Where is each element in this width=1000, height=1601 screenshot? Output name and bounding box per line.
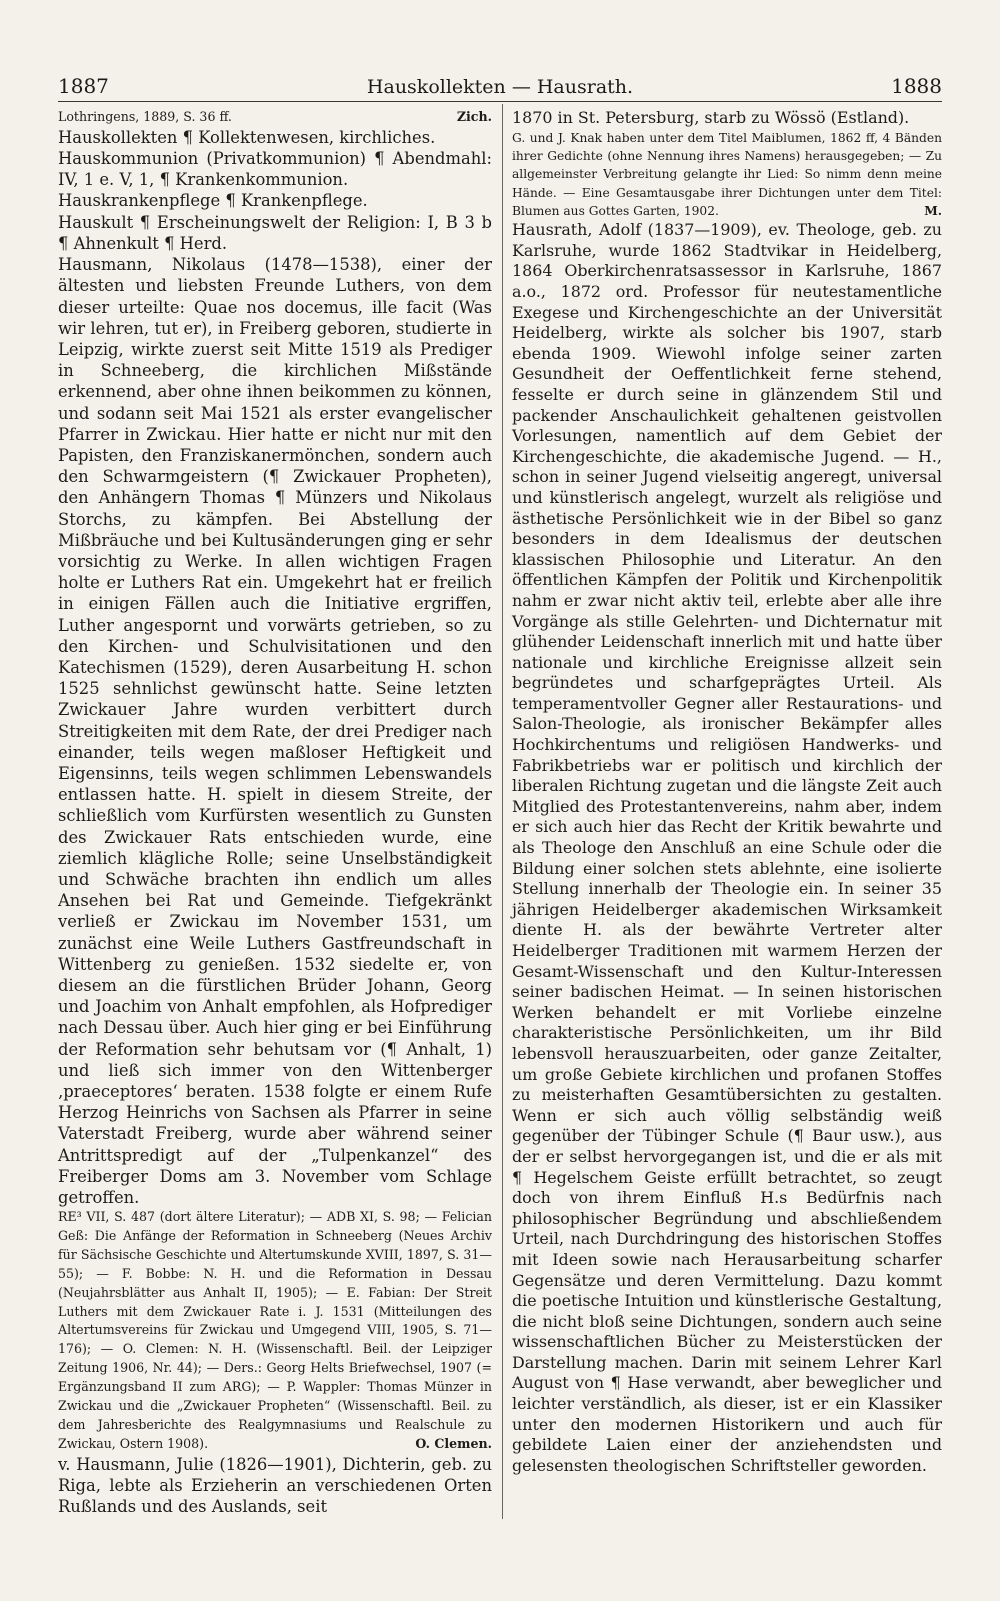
right-column	[512, 108, 942, 1476]
paragraph-text: RE³ VII, S. 487 (dort ältere Literatur); — ADB XI, S. 98; — Felician Geß: Die Anfänge der Reformation in Schneeberg (Neues Archiv für Sächsische Geschichte und Altertumskunde XVIII, 1897, S. 31—55); — F. Bobbe: N. H. und die Reformation in Dessau (Neujahrsblätter aus Anhalt II, 1905); — E. Fabian: Der Streit Luthers mit dem Zwickauer Rate i. J. 1531 (Mitteilungen des Altertumsvereins für Zwickau und Umgegend VIII, 1905, S. 71—176); — O. Clemen: N. H. (Wissenschaftl. Beil. der Leipziger Zeitung 1906, Nr. 44); — Ders.: Georg Helts Briefwechsel, 1907 (= Ergänzungsband II zum ARG); — P. Wappler: Thomas Münzer in Zwickau und die „Zwickauer Propheten“ (Wissenschaftl. Beil. zu dem Jahresberichte des Realgymnasiums und Realschule zu Zwickau, Ostern 1908).	[58, 1209, 492, 1451]
article-paragraph	[512, 108, 942, 129]
paragraph-text: Hausrath, Adolf (1837—1909), ev. Theologe, geb. zu Karlsruhe, wurde 1862 Stadtvikar in Heidelberg, 1864 Oberkirchenratsassessor in Karlsruhe, 1867 a.o., 1872 ord. Professor für neutestamentliche Exegese und Kirchengeschichte an der Universität Heidelberg, wirkte als solcher bis 1907, starb ebenda 1909. Wiewohl infolge seiner zarten Gesundheit der Oeffentlichkeit ferne stehend, fesselte er durch seine in glänzendem Stil und packender Anschaulichkeit gehaltenen geistvollen Vorlesungen, namentlich auf dem Gebiet der Kirchengeschichte, die akademische Jugend. — H., schon in seiner Jugend vielseitig angeregt, universal und künstlerisch angelegt, wurzelt als religiöse und ästhetische Persönlichkeit wie in der Bibel so ganz besonders in dem Idealismus der deutschen klassischen Philosophie und Literatur. An den öffentlichen Kämpfen der Politik und Kirchenpolitik nahm er zwar nicht aktiv teil, erlebte aber alle ihre Vorgänge als stille Gelehrten- und Dichternatur mit glühender Leidenschaft innerlich mit und hatte über nationale und kirchliche Ereignisse allzeit sein begründetes und scharfgeprägtes Urteil. Als temperamentvoller Gegner aller Restaurations- und Salon-Theologie, als ironischer Bekämpfer alles Hochkirchentums und religiösen Handwerks- und Fabrikbetriebs war er politisch und kirchlich der liberalen Richtung zugetan und die längste Zeit auch Mitglied des Protestantenvereins, nahm aber, indem er sich auch hier das Recht der Kritik bewahrte und als Theologe den Anschluß an eine Schule oder die Bildung einer solchen stets ablehnte, eine isolierte Stellung innerhalb der Theologie ein. In seiner 35 jährigen Heidelberger akademischen Wirksamkeit diente H. als der bewährte Vertreter alter Heidelberger Traditionen mit warmem Herzen der Gesamt-Wissenschaft und den Kultur-Interessen seiner badischen Heimat. — In seinen historischen Werken behandelt er mit Vorliebe einzelne charakteristische Persönlichkeiten, um ihr Bild lebensvoll herauszuarbeiten, oder ganze Zeitalter, um große Gebiete kirchlichen und profanen Stoffes zu meisterhaften Gesamtübersichten zu gestalten. Wenn er sich auch völlig selbständig weiß gegenüber der Tübinger Schule (¶ Baur usw.), aus der er selbst hervorgegangen ist, und die er als mit ¶ Hegelschem Geiste erfüllt betrachtet, so zeugt doch von ihrem Einfluß H.s Bedürfnis nach philosophischer Begründung und abschließendem Urteil, nach Durchdringung des historischen Stoffes mit Ideen sowie nach Herausarbeitung scharfer Gegensätze und deren Vermittelung. Dazu kommt die poetische Intuition und künstlerische Gestaltung, die nicht bloß seine Dichtungen, sondern auch seine wissenschaftlichen Bücher zu Meisterstücken der Darstellung machen. Darin mit seinem Lehrer Karl August von ¶ Hase verwandt, aber beweglicher und leichter verständlich, als dieser, ist er ein Klassiker unter den modernen Historikern und auch für gebildete Laien einer der anziehendsten und gelesensten theologischen Schriftsteller geworden.	[512, 220, 942, 1475]
article-paragraph	[58, 190, 492, 211]
article-paragraph	[58, 127, 492, 148]
running-header	[58, 58, 942, 98]
paragraph-text: Hauskrankenpflege ¶ Krankenpflege.	[58, 191, 368, 211]
author-signature: M.	[924, 203, 942, 218]
paragraph-text: Hauskollekten ¶ Kollektenwesen, kirchliches.	[58, 127, 436, 147]
paragraph-text: Lothringens, 1889, S. 36 ff.	[58, 109, 232, 124]
paragraph-text: Hauskult ¶ Erscheinungswelt der Religion: I, B 3 b ¶ Ahnenkult ¶ Herd.	[58, 212, 492, 253]
article-paragraph	[58, 1454, 492, 1518]
left-column	[58, 108, 492, 1517]
page-number-right: 1888	[891, 74, 942, 98]
article-paragraph	[58, 212, 492, 254]
author-signature: O. Clemen.	[415, 1435, 492, 1451]
article-paragraph	[512, 220, 942, 1476]
article-paragraph	[58, 254, 492, 1208]
paragraph-text: Hausmann, Nikolaus (1478—1538), einer der ältesten und liebsten Freunde Luthers, von dem dieser urteilte: Quae nos docemus, ille facit (Was wir lehren, tut er), in Freiberg geboren, studierte in Leipzig, wirkte zuerst seit Mitte 1519 als Prediger in Schneeberg, die kirchlichen Mißstände erkennend, aber ohne ihnen beikommen zu können, und sodann seit Mai 1521 als erster evangelischer Pfarrer in Zwickau. Hier hatte er nicht nur mit den Papisten, den Franziskanermönchen, sondern auch den Schwarmgeistern (¶ Zwickauer Propheten), den Anhängern Thomas ¶ Münzers und Nikolaus Storchs, zu kämpfen. Bei Abstellung der Mißbräuche und bei Kultusänderungen ging er sehr vorsichtig zu Werke. In allen wichtigen Fragen holte er Luthers Rat ein. Umgekehrt hat er freilich in einigen Fällen auch die Initiative ergriffen, Luther angespornt und vorwärts getrieben, so zu den Kirchen- und Schulvisitationen und den Katechismen (1529), deren Ausarbeitung H. schon 1525 sehnlichst gewünscht hatte. Seine letzten Zwickauer Jahre wurden verbittert durch Streitigkeiten mit dem Rate, der drei Prediger nach einander, teils wegen maßloser Heftigkeit und Eigensinns, teils wegen schlimmen Lebenswandels entlassen hatte. H. spielt in diesem Streite, der schließlich vom Kurfürsten wesentlich zu Gunsten des Zwickauer Rats entschieden wurde, eine ziemlich klägliche Rolle; seine Unselbständigkeit und Schwäche brachten ihn endlich um alles Ansehen bei Rat und Gemeinde. Tiefgekränkt verließ er Zwickau im November 1531, um zunächst eine Weile Luthers Gastfreundschaft in Wittenberg zu genießen. 1532 siedelte er, von diesem an die fürstlichen Brüder Johann, Georg und Joachim von Anhalt empfohlen, als Hofprediger nach Dessau über. Auch hier ging er bei Einführung der Reformation sehr behutsam vor (¶ Anhalt, 1) und ließ sich immer von den Wittenberger ‚praeceptores‘ beraten. 1538 folgte er einem Rufe Herzog Heinrichs von Sachsen als Pfarrer in seine Vaterstadt Freiberg, wurde aber während seiner Antrittspredigt auf der „Tulpenkanzel“ des Freiberger Doms am 3. November vom Schlage getroffen.	[58, 255, 492, 1208]
author-signature: Zich.	[456, 109, 492, 124]
article-paragraph	[58, 148, 492, 190]
page-number-left: 1887	[58, 74, 109, 98]
paragraph-text: G. und J. Knak haben unter dem Titel Maiblumen, 1862 ff, 4 Bänden ihrer Gedichte (ohne Nennung ihres Namens) herausgegeben; — Zu allgemeinster Verbreitung gelangte ihr Lied: So nimm denn meine Hände. — Eine Gesamtausgabe ihrer Dichtungen unter dem Titel: Blumen aus Gottes Garten, 1902.	[512, 130, 942, 218]
paragraph-text: 1870 in St. Petersburg, starb zu Wössö (Estland).	[512, 108, 910, 127]
bibliography-paragraph	[58, 1208, 492, 1453]
running-title: Hauskollekten — Hausrath.	[366, 76, 634, 98]
paragraph-text: Hauskommunion (Privatkommunion) ¶ Abendmahl: IV, 1 e. V, 1, ¶ Krankenkommunion.	[58, 149, 492, 190]
column-divider	[502, 104, 503, 1519]
paragraph-text: v. Hausmann, Julie (1826—1901), Dichterin, geb. zu Riga, lebte als Erzieherin an verschiedenen Orten Rußlands und des Auslands, seit	[58, 1454, 492, 1517]
bibliography-paragraph	[512, 129, 942, 221]
bibliography-paragraph	[58, 108, 492, 127]
header-rule	[58, 101, 942, 102]
